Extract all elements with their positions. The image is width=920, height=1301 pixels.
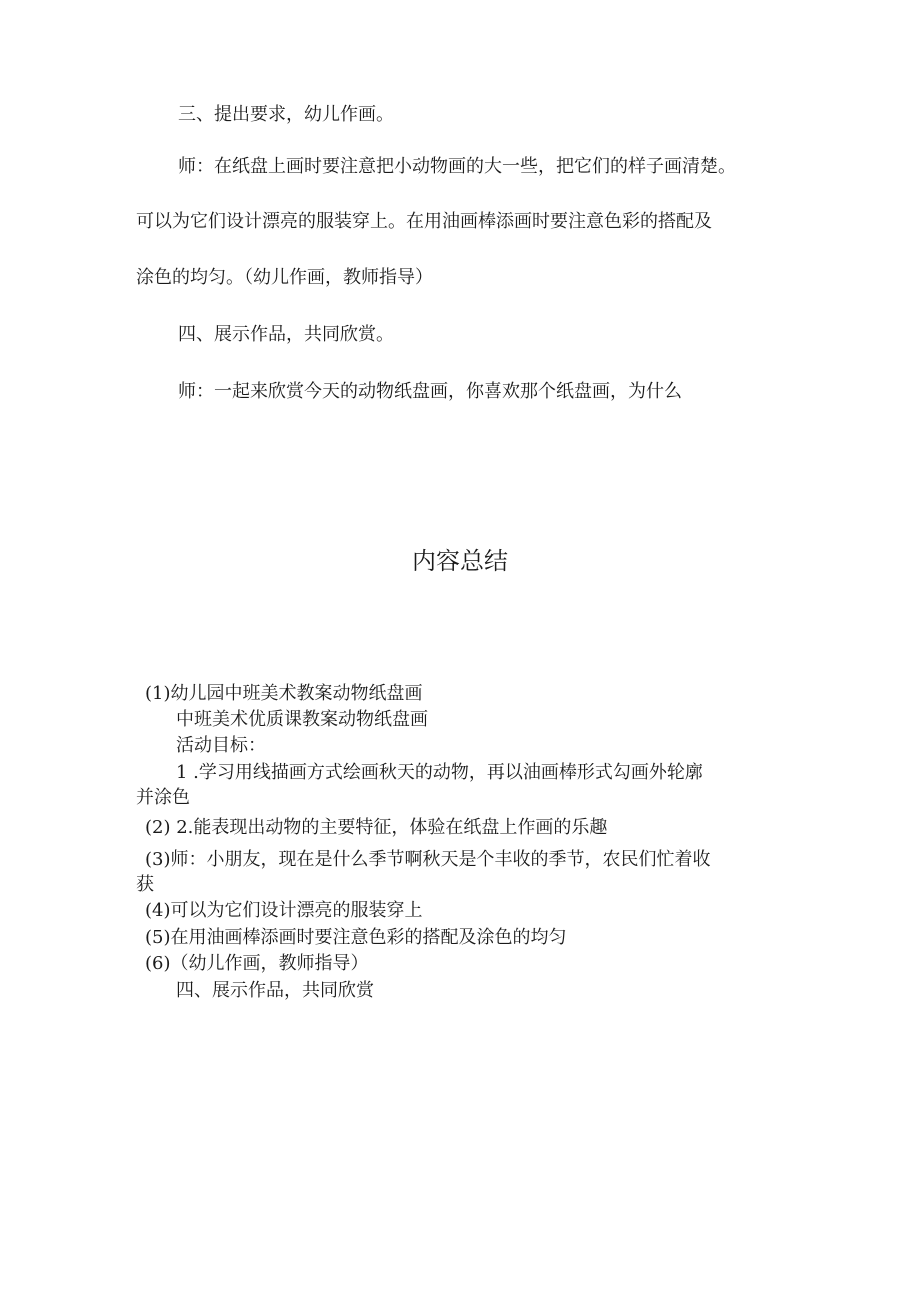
summary-item: 中班美术优质课教案动物纸盘画 <box>176 709 428 730</box>
summary-item: 获 <box>136 874 154 895</box>
paragraph-step-four: 四、展示作品，共同欣赏。 <box>178 324 394 345</box>
summary-item: 1 .学习用线描画方式绘画秋天的动物，再以油画棒形式勾画外轮廓 <box>176 762 703 783</box>
summary-item: (2) 2.能表现出动物的主要特征，体验在纸盘上作画的乐趣 <box>145 817 608 838</box>
summary-item: 四、展示作品，共同欣赏 <box>176 980 374 1001</box>
paragraph-teacher-line1: 师：在纸盘上画时要注意把小动物画的大一些，把它们的样子画清楚。 <box>178 156 736 177</box>
summary-item: 活动目标： <box>176 735 266 756</box>
paragraph-teacher-line3: 涂色的均匀。（幼儿作画，教师指导） <box>136 267 433 288</box>
summary-item: (6)（幼儿作画，教师指导） <box>145 953 369 974</box>
summary-item: (3)师：小朋友，现在是什么季节啊秋天是个丰收的季节，农民们忙着收 <box>145 849 711 870</box>
summary-item: (4)可以为它们设计漂亮的服装穿上 <box>145 900 423 921</box>
summary-item: (1)幼儿园中班美术教案动物纸盘画 <box>145 683 423 704</box>
summary-title: 内容总结 <box>412 547 508 575</box>
paragraph-teacher-appreciate: 师：一起来欣赏今天的动物纸盘画，你喜欢那个纸盘画，为什么 <box>178 381 682 402</box>
summary-item: 并涂色 <box>136 787 190 808</box>
paragraph-step-three: 三、提出要求，幼儿作画。 <box>178 104 394 125</box>
summary-item: (5)在用油画棒添画时要注意色彩的搭配及涂色的均匀 <box>145 927 567 948</box>
paragraph-teacher-line2: 可以为它们设计漂亮的服装穿上。在用油画棒添画时要注意色彩的搭配及 <box>136 211 712 232</box>
